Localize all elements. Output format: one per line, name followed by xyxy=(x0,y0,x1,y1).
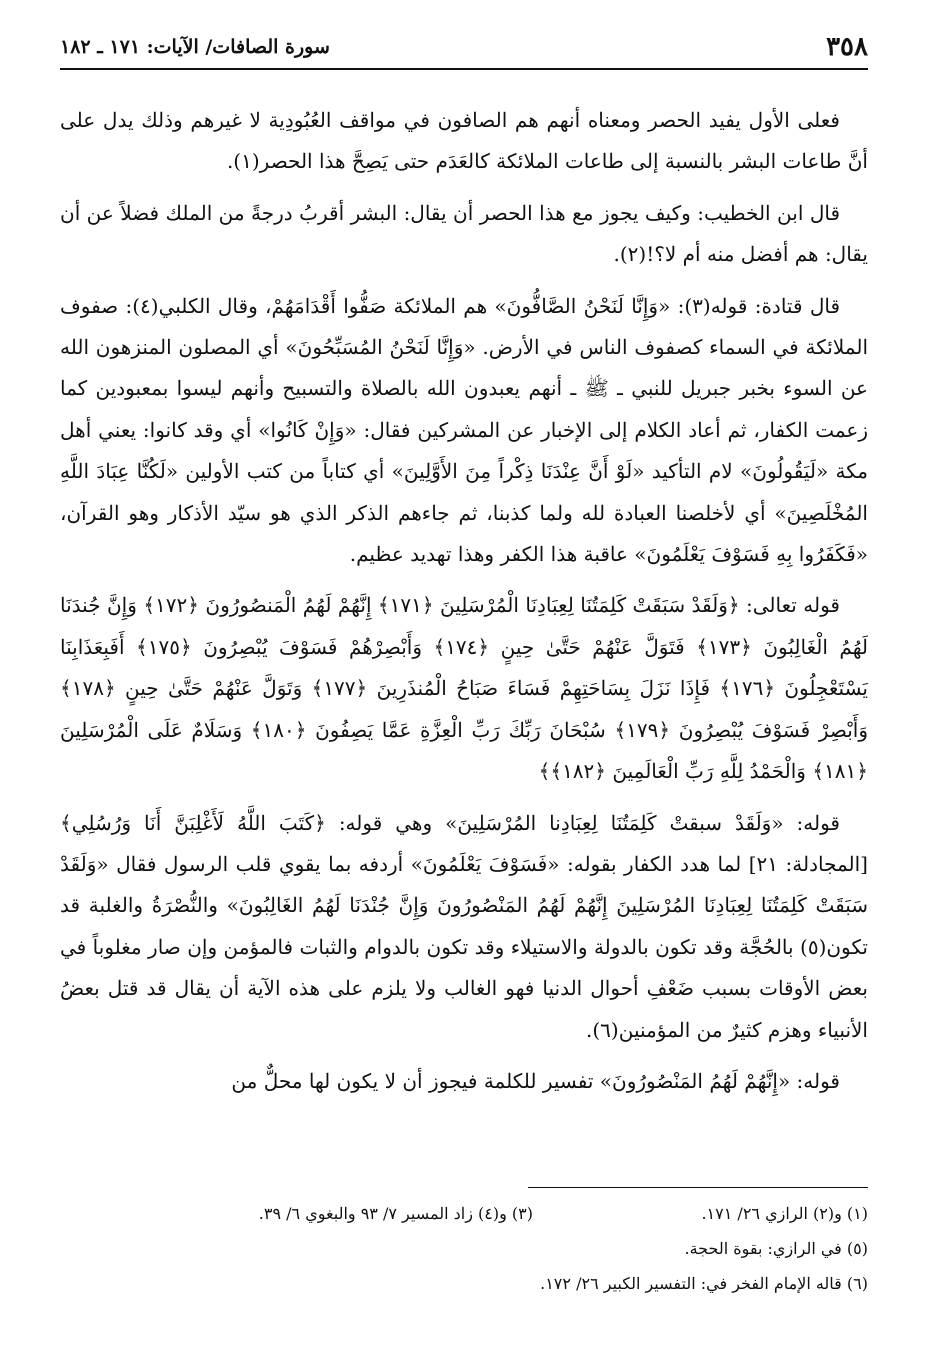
footnote: (٥) في الرازي: بقوة الحجة. xyxy=(684,1239,868,1258)
page-header xyxy=(60,28,868,70)
page-number: ٣٥٨ xyxy=(826,32,868,62)
paragraph: قوله: «وَلَقَدْ سبقتْ كَلِمَتُنَا لِعِبَادِنا المُرْسَلِينَ» وهي قوله: ﴿كَتَبَ اللَّهُ لَأَغْلِبَنَّ أَنَا وَرُسُلِي﴾ [المجادلة: ٢١] لما هدد الكفار بقوله: «فَسَوْفَ يَعْلَمُونَ» أردفه بما يقوي قلب الرسول فقال «وَلَقَدْ سَبَقَتْ كَلِمَتُنَا لِعِبَادِنَا المُرْسَلِينَ إِنَّهُمْ لَهُمُ المَنْصُورُونَ وَإِنَّ جُنْدَنَا لَهُمُ الغَالِبُونَ» والنُّصْرَةُ والغلبة قد تكون(٥) بالحُجَّة وقد تكون بالدولة والاستيلاء وقد تكون بالدوام والثبات فالمؤمن وإن صار مغلوباً في بعض الأوقات بسبب ضَعْفِ أحوال الدنيا فهو الغالب ولا يلزم على هذه الآية أن يقال قد قتل بعضُ الأنبياء وهزم كثيرٌ من المؤمنين(٦). xyxy=(60,810,868,1042)
paragraph: فعلى الأول يفيد الحصر ومعناه أنهم هم الصافون في مواقف العُبُودِية لا غيرهم وذلك يدل على أنَّ طاعات البشر بالنسبة إلى طاعات الملائكة كالعَدَم حتى يَصِحَّ هذا الحصر(١). xyxy=(60,108,868,174)
footnote: (٦) قاله الإمام الفخر في: التفسير الكبير ٢٦/ ١٧٢. xyxy=(540,1274,868,1293)
footnote: (٣) و(٤) زاد المسير ٧/ ٩٣ والبغوي ٦/ ٣٩. xyxy=(258,1204,533,1223)
footnotes xyxy=(60,1196,868,1301)
footnote-row xyxy=(60,1196,868,1231)
paragraph: قال قتادة: قوله(٣): «وَإِنَّا لَنَحْنُ الصَّافُّونَ» هم الملائكة صَفُّوا أَقْدَامَهُمْ، وقال الكلبي(٤): صفوف الملائكة في السماء كصفوف الناس في الأرض. «وَإِنَّا لَنَحْنُ المُسَبِّحُونَ» أي المصلون المنزهون الله عن السوء بخبر جبريل للنبي ـ ﷺ ـ أنهم يعبدون الله بالصلاة والتسبيح وأنهم ليسوا بمعبودين كما زعمت الكفار، ثم أعاد الكلام إلى الإخبار عن المشركين فقال: «وَإِنْ كَانُوا» أي وقد كانوا: يعني أهل مكة «لَيَقُولُونَ» لام التأكيد «لَوْ أَنَّ عِنْدَنَا ذِكْراً مِنَ الأَوَّلِينَ» أي كتاباً من كتب الأولين «لَكُنَّا عِبَادَ اللَّهِ المُخْلَصِينَ» أي لأخلصنا العبادة لله ولما كذبنا، ثم جاءهم الذكر الذي هو سيّد الأذكار وهو القرآن، «فَكَفَرُوا بِهِ فَسَوْفَ يَعْلَمُونَ» عاقبة هذا الكفر وهذا تهديد عظيم. xyxy=(60,293,868,567)
footnote-row xyxy=(60,1266,868,1301)
quran-verses-block: قوله تعالى: ﴿وَلَقَدْ سَبَقَتْ كَلِمَتُنَا لِعِبَادِنَا الْمُرْسَلِينَ ﴿١٧١﴾ إِنَّهُمْ لَهُمُ الْمَنصُورُونَ ﴿١٧٢﴾ وَإِنَّ جُندَنَا لَهُمُ الْغَالِبُونَ ﴿١٧٣﴾ فَتَوَلَّ عَنْهُمْ حَتَّىٰ حِينٍ ﴿١٧٤﴾ وَأَبْصِرْهُمْ فَسَوْفَ يُبْصِرُونَ ﴿١٧٥﴾ أَفَبِعَذَابِنَا يَسْتَعْجِلُونَ ﴿١٧٦﴾ فَإِذَا نَزَلَ بِسَاحَتِهِمْ فَسَاءَ صَبَاحُ الْمُنذَرِينَ ﴿١٧٧﴾ وَتَوَلَّ عَنْهُمْ حَتَّىٰ حِينٍ ﴿١٧٨﴾ وَأَبْصِرْ فَسَوْفَ يُبْصِرُونَ ﴿١٧٩﴾ سُبْحَانَ رَبِّكَ رَبِّ الْعِزَّةِ عَمَّا يَصِفُونَ ﴿١٨٠﴾ وَسَلَامٌ عَلَى الْمُرْسَلِينَ ﴿١٨١﴾ وَالْحَمْدُ لِلَّهِ رَبِّ الْعَالَمِينَ ﴿١٨٢﴾﴾ xyxy=(60,593,869,784)
footnote: (١) و(٢) الرازي ٢٦/ ١٧١. xyxy=(701,1204,868,1223)
running-title: سورة الصافات/ الآيات: ١٧١ ـ ١٨٢ xyxy=(60,36,330,58)
main-text xyxy=(60,100,868,1112)
paragraph: قوله: «إِنَّهُمْ لَهُمُ المَنْصُورُونَ» تفسير للكلمة فيجوز أن لا يكون لها محلٌّ من xyxy=(231,1068,840,1093)
footnote-divider xyxy=(528,1187,868,1188)
paragraph: قال ابن الخطيب: وكيف يجوز مع هذا الحصر أن يقال: البشر أقربُ درجةً من الملك فضلاً عن أن يقال: هم أفضل منه أم لا؟!(٢). xyxy=(60,200,868,267)
footnote-row xyxy=(60,1231,868,1266)
